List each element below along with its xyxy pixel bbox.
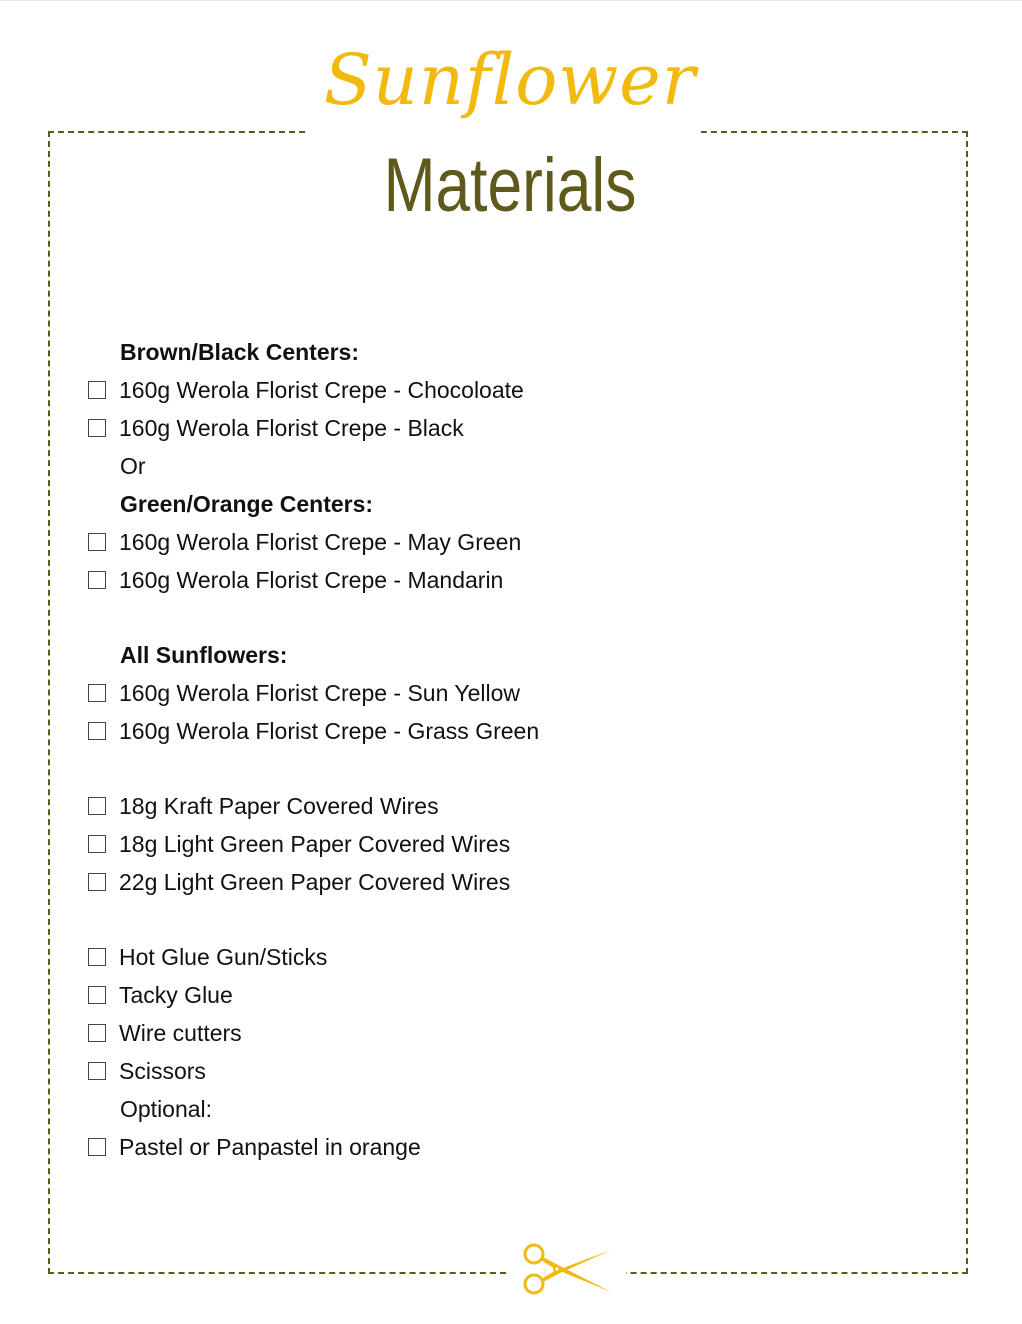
optional-label: Optional: [120, 1095, 213, 1122]
checkbox[interactable] [88, 571, 106, 589]
checkbox[interactable] [88, 533, 106, 551]
list-item[interactable]: 22g Light Green Paper Covered Wires [86, 863, 539, 901]
checkbox[interactable] [88, 873, 106, 891]
section-heading: Brown/Black Centers: [120, 338, 360, 365]
list-item[interactable]: 160g Werola Florist Crepe - May Green [86, 523, 539, 561]
list-item[interactable]: Pastel or Panpastel in orange [86, 1128, 539, 1166]
checkbox[interactable] [88, 722, 106, 740]
page-title: Materials [383, 143, 637, 228]
checkbox[interactable] [88, 1062, 106, 1080]
list-item[interactable]: Scissors [86, 1052, 539, 1090]
checkbox[interactable] [88, 684, 106, 702]
checkbox[interactable] [88, 381, 106, 399]
section-heading: Green/Orange Centers: [120, 490, 374, 517]
list-item[interactable]: 160g Werola Florist Crepe - Mandarin [86, 561, 539, 599]
checkbox[interactable] [88, 948, 106, 966]
checkbox[interactable] [88, 1024, 106, 1042]
list-item[interactable]: 160g Werola Florist Crepe - Chocoloate [86, 371, 539, 409]
checkbox[interactable] [88, 797, 106, 815]
checkbox[interactable] [88, 986, 106, 1004]
list-item[interactable]: Tacky Glue [86, 976, 539, 1014]
list-item[interactable]: 160g Werola Florist Crepe - Sun Yellow [86, 674, 539, 712]
or-label: Or [120, 452, 146, 479]
list-item[interactable]: 18g Light Green Paper Covered Wires [86, 825, 539, 863]
script-title: Sunflower [323, 39, 697, 121]
list-item[interactable]: Hot Glue Gun/Sticks [86, 938, 539, 976]
list-item[interactable]: 160g Werola Florist Crepe - Black [86, 409, 539, 447]
materials-list [86, 333, 539, 1166]
list-item[interactable]: 160g Werola Florist Crepe - Grass Green [86, 712, 539, 750]
section-heading: All Sunflowers: [120, 641, 288, 668]
list-item[interactable]: 18g Kraft Paper Covered Wires [86, 787, 539, 825]
list-item[interactable]: Wire cutters [86, 1014, 539, 1052]
checkbox[interactable] [88, 419, 106, 437]
checkbox[interactable] [88, 835, 106, 853]
checkbox[interactable] [88, 1138, 106, 1156]
scissors-icon [515, 1238, 615, 1303]
top-divider [0, 0, 1022, 1]
